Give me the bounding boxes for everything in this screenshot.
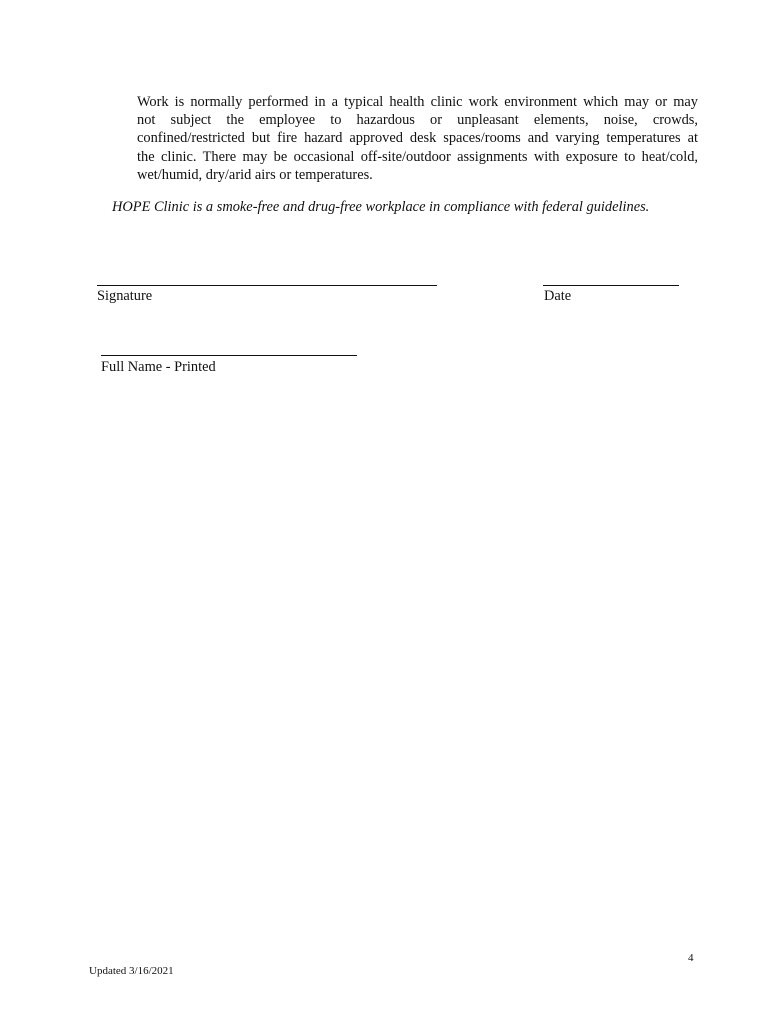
date-label: Date: [544, 288, 572, 304]
smoke-free-notice: HOPE Clinic is a smoke-free and drug-free workplace in compliance with federal guidelines.: [112, 199, 650, 215]
paragraph-line: confined/restricted but fire hazard approved desk spaces/rooms and varying temperatures at: [137, 130, 698, 147]
printed-name-line[interactable]: [101, 355, 357, 356]
paragraph-line: not subject the employee to hazardous or unpleasant elements, noise, crowds,: [137, 112, 698, 129]
paragraph-line: Work is normally performed in a typical health clinic work environment which may or may: [137, 94, 698, 110]
updated-date: Updated 3/16/2021: [89, 965, 174, 977]
paragraph-line: the clinic. There may be occasional off-site/outdoor assignments with exposure to heat/cold,: [137, 148, 698, 165]
page-number: 4: [688, 952, 694, 964]
signature-label: Signature: [97, 288, 153, 304]
date-line[interactable]: [543, 285, 679, 286]
paragraph-line: wet/humid, dry/arid airs or temperatures.: [137, 166, 373, 183]
signature-line[interactable]: [97, 285, 437, 286]
work-environment-paragraph: [137, 93, 698, 184]
printed-name-label: Full Name - Printed: [101, 359, 216, 375]
